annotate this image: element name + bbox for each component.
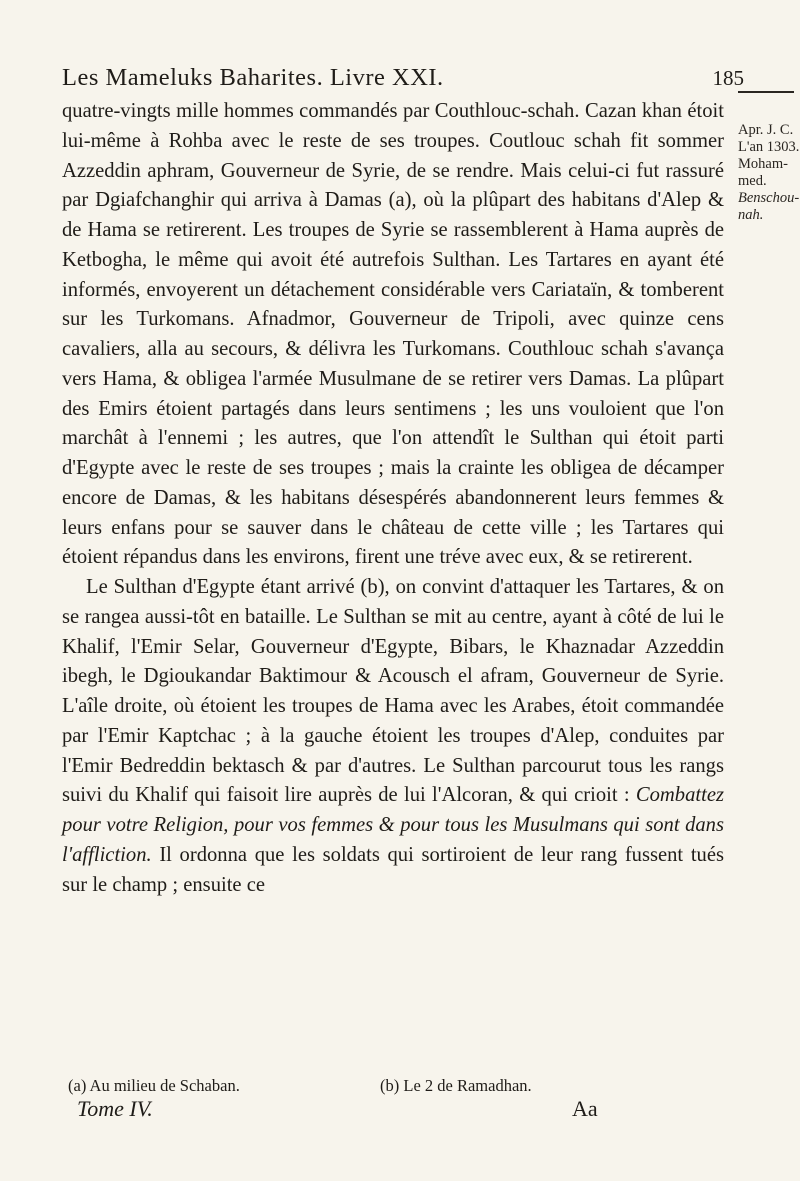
margin-rule: [738, 91, 794, 93]
margin-ruler-line-2: med.: [738, 173, 767, 189]
signature-mark: Aa: [572, 1096, 598, 1121]
paragraph-2-tail: Il ordonna que les soldats qui sortiroient de leur rang fussent tués sur le champ ; ensuite ce: [62, 843, 724, 896]
footnote-b: (b) Le 2 de Ramadhan.: [380, 1076, 532, 1095]
margin-ruler-line-1: Moham-: [738, 156, 788, 172]
margin-name-line-2: nah.: [738, 207, 764, 223]
body-text: [62, 97, 724, 900]
margin-note: [738, 122, 800, 224]
paragraph-1: quatre-vingts mille hommes commandés par Couthlouc-schah. Cazan khan étoit lui-même à Rohba avec le reste de ses troupes. Coutlouc schah fit sommer Azzeddin aphram, Gouverneur de Syrie, de se rendre. Mais celui-ci fut rassuré par Dgiafchanghir qui arriva à Damas (a), où la plûpart des habitans d'Alep & de Hama se retirerent. Les troupes de Syrie se rassemblerent à Hama auprès de Ketbogha, le même qui avoit été autrefois Sulthan. Les Tartares en ayant été informés, envoyerent un détachement considérable vers Cariataïn, & tomberent sur les Turkomans. Afnadmor, Gouverneur de Tripoli, avec quinze cens cavaliers, alla au secours, & délivra les Turkomans. Couthlouc schah s'avança vers Hama, & obligea l'armée Musulmane de se retirer vers Damas. La plûpart des Emirs étoient partagés dans leurs sentimens ; les uns vouloient que l'on marchât à l'ennemi ; les autres, que l'on attendît le Sulthan qui étoit parti d'Egypte avec le reste de ses troupes ; mais la crainte les obligea de décamper encore de Damas, & les habitans désespérés abandonnerent leurs femmes & leurs enfans pour se sauver dans le château de cette ville ; les Tartares qui étoient répandus dans les environs, firent une tréve avec eux, & se retirerent.: [62, 100, 724, 569]
margin-name-line-1: Benschou-: [738, 190, 800, 206]
page-number: 185: [712, 66, 744, 90]
volume-label: Tome IV.: [77, 1096, 153, 1121]
page-header: [62, 64, 744, 100]
margin-date-line-2: L'an 1303.: [738, 139, 800, 155]
paragraph-2: [62, 573, 724, 900]
footnote-a: (a) Au milieu de Schaban.: [68, 1076, 240, 1095]
paragraph-2-quote: Combattez pour votre Religion, pour vos femmes & pour tous les Musulmans qui sont dans l'affliction.: [62, 784, 724, 866]
paragraph-2-lead: Le Sulthan d'Egypte étant arrivé (b), on convint d'attaquer les Tartares, & on se rangea aussi-tôt en bataille. Le Sulthan se mit au centre, ayant à côté de lui le Khalif, l'Emir Selar, Gouverneur d'Egypte, Bibars, le Khaznadar Azzeddin ibegh, le Dgioukandar Baktimour & Acousch el afram, Gouverneur de Syrie. L'aîle droite, où étoient les troupes de Hama avec les Arabes, étoit commandée par l'Emir Kaptchac ; à la gauche étoient les troupes d'Alep, conduites par l'Emir Bedreddin bektasch & par d'autres. Le Sulthan parcourut tous les rangs suivi du Khalif qui faisoit lire auprès de lui l'Alcoran, & qui crioit :: [62, 576, 724, 807]
margin-date-line-1: Apr. J. C.: [738, 122, 794, 138]
running-title: Les Mameluks Baharites. Livre XXI.: [62, 64, 444, 91]
